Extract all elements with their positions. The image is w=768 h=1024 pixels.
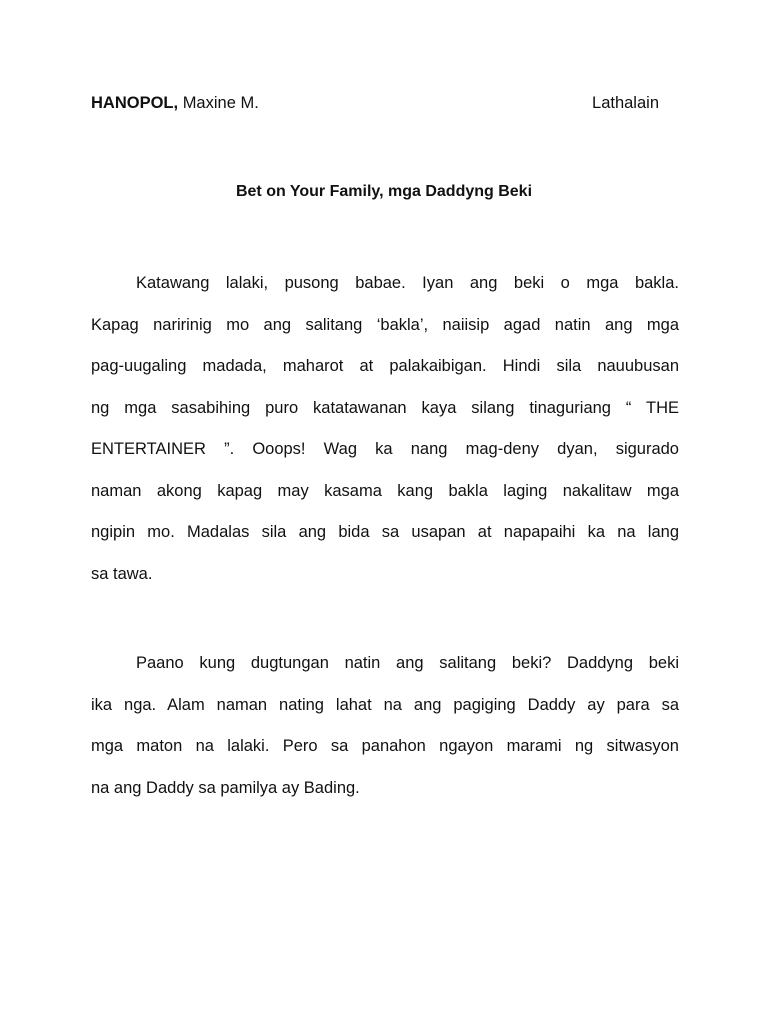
document-header xyxy=(91,94,659,118)
article-title: Bet on Your Family, mga Daddyng Beki xyxy=(235,183,533,200)
section-label: Lathalain xyxy=(592,94,659,112)
paragraph-line: na ang Daddy sa pamilya ay Bading. xyxy=(91,778,360,797)
paragraph-line: ENTERTAINER ”. Ooops! Wag ka nang mag-deny dyan, sigurado xyxy=(91,440,679,458)
paragraph-line: naman akong kapag may kasama kang bakla laging nakalitaw mga xyxy=(91,481,679,500)
paragraph-2 xyxy=(91,643,679,809)
paragraph-line: sa tawa. xyxy=(91,564,153,583)
author-name xyxy=(91,94,259,113)
paragraph-line: Paano kung dugtungan natin ang salitang beki? Daddyng beki xyxy=(136,654,679,672)
author-surname: HANOPOL, xyxy=(91,94,179,112)
paragraph-line: Katawang lalaki, pusong babae. Iyan ang beki o mga bakla. xyxy=(136,274,679,292)
paragraph-line: Kapag naririnig mo ang salitang ‘bakla’, naiisip agad natin ang mga xyxy=(91,315,679,334)
paragraph-line: pag-uugaling madada, maharot at palakaibigan. Hindi sila nauubusan xyxy=(91,357,679,375)
paragraph-line: mga maton na lalaki. Pero sa panahon ngayon marami ng sitwasyon xyxy=(91,737,679,755)
paragraph-line: ng mga sasabihing puro katatawanan kaya silang tinaguriang “ THE xyxy=(91,398,679,417)
paragraph-line: ika nga. Alam naman nating lahat na ang pagiging Daddy ay para sa xyxy=(91,695,679,714)
author-given-name: Maxine M. xyxy=(182,94,259,112)
paragraph-line: ngipin mo. Madalas sila ang bida sa usapan at napapaihi ka na lang xyxy=(91,523,679,541)
paragraph-1 xyxy=(91,263,679,595)
